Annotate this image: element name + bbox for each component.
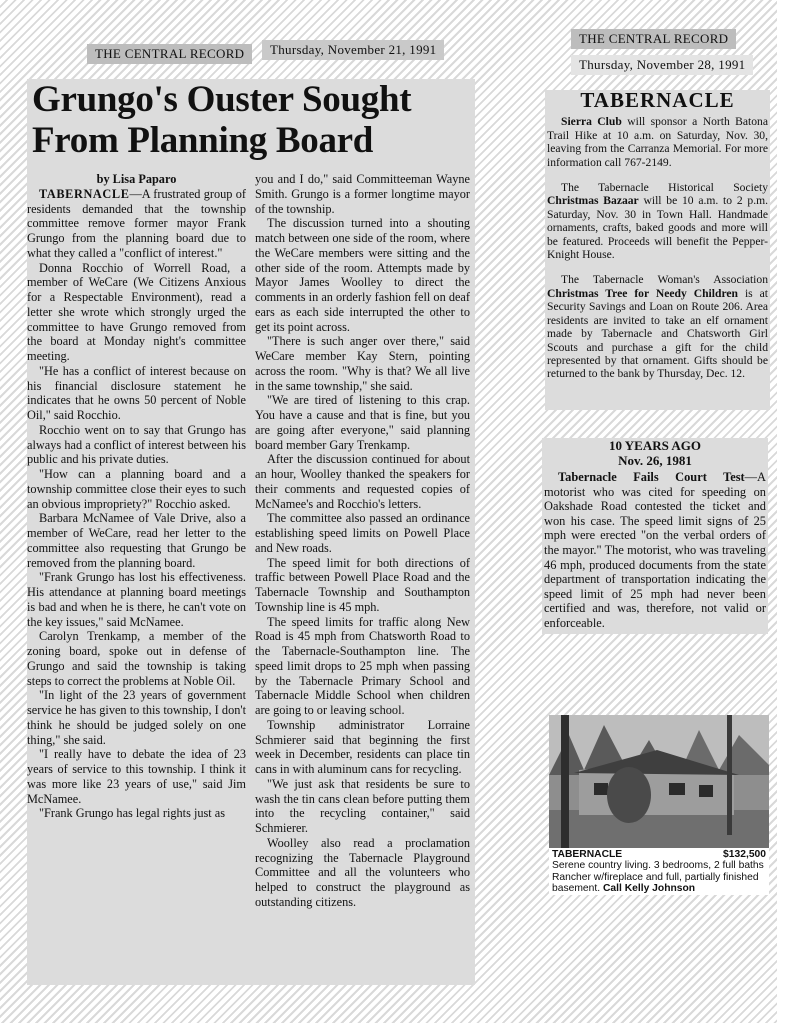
christmas-tree-notice: The Tabernacle Woman's Association Christmas Tree for Needy Children is at Security Savings and Loan on Route 206. Area residents are invited to take an elf ornament made by Tabernacle and Chatsworth Girl Scouts and purchase a gift for the child represented by that ornament. Gifts should be returned to the bank by Thursday, Dec. 12.	[547, 273, 768, 381]
left-masthead-paper: THE CENTRAL RECORD	[87, 44, 252, 64]
article-lead: TABERNACLE—A frustrated group of residents demanded that the township committee remove former mayor Frank Grungo from the planning board due to what they called a "conflict of interest."	[27, 186, 246, 260]
sierra-club-notice: Sierra Club will sponsor a North Batona Trail Hike at 10 a.m. on Saturday, Nov. 30, leaving from the Carranza Memorial. For more information call 767-2149.	[547, 115, 768, 169]
article-paragraph: The committee also passed an ordinance establishing speed limits on Powell Place and New roads.	[255, 511, 470, 555]
tabernacle-heading: TABERNACLE	[580, 88, 735, 112]
article-paragraph: After the discussion continued for about an hour, Woolley thanked the speakers for their comments and requested copies of McNamee's and Rocchio's letters.	[255, 452, 470, 511]
ad-header	[552, 849, 766, 860]
ad-contact: Call Kelly Johnson	[602, 883, 696, 895]
article-headline: Grungo's Ouster Sought From Planning Board	[32, 79, 412, 161]
ad-price: $132,500	[723, 849, 766, 860]
page-edge	[777, 0, 805, 1023]
article-clipping	[27, 79, 475, 985]
house-photo	[549, 715, 769, 848]
article-paragraph: Woolley also read a proclamation recognizing the Tabernacle Playground Committee and all the volunteers who helped to construct the playground as outstanding citizens.	[255, 835, 470, 909]
article-paragraph: Rocchio went on to say that Grungo has always had a conflict of interest between his public and his private duties.	[27, 422, 246, 467]
article-paragraph: "Frank Grungo has legal rights just as	[39, 806, 226, 821]
article-dateline: TABERNACLE	[39, 186, 130, 201]
ten-years-story-title: Tabernacle Fails Court Test	[558, 470, 745, 484]
real-estate-ad	[549, 715, 769, 895]
article-paragraph: "We just ask that residents be sure to wash the tin cans clean before putting them into the recycling container," said Schmierer.	[255, 776, 470, 835]
article-paragraph: "We are tired of listening to this crap. You have a cause and that is fine, but you are going after everyone," said planning board member Gary Trenkamp.	[255, 393, 470, 452]
article-paragraph: "In light of the 23 years of government service he has given to this township, I don't think he should be judged solely on one thing," she said.	[27, 688, 246, 747]
ten-years-story: Tabernacle Fails Court Test—A motorist who was cited for speeding on Oakshade Road contested the ticket and won his case. The speed limit signs of 25 mph were erected "on the verbal orders of the mayor." The motorist, who was traveling 46 mph, produced documents from the state department of transportation indicating the speed limit of 25 mph had never been certified and was, therefore, not valid or enforceable.	[544, 470, 766, 630]
article-paragraph: The speed limit for both directions of traffic between Powell Place Road and the Tabernacle Township and Southampton Township line is 45 mph.	[255, 555, 470, 614]
ten-years-ago-clipping	[542, 438, 768, 634]
article-paragraph: "There is such anger over there," said WeCare member Kay Stern, pointing across the room. "Why is that? We all live in the same township," she said.	[255, 334, 470, 393]
article-paragraph: "Frank Grungo has lost his effectiveness. His attendance at planning board meetings is bad and when he is there, he can't vote on the key issues," said McNamee.	[27, 570, 246, 629]
article-column-1	[27, 172, 246, 821]
article-paragraph: Carolyn Trenkamp, a member of the zoning board, spoke out in defense of Grungo and said the township is taking steps to correct the problems at Noble Oil.	[27, 629, 246, 688]
ad-description: Serene country living. 3 bedrooms, 2 full baths Rancher w/fireplace and full, partially finished basement.	[552, 860, 764, 895]
article-paragraph: The discussion turned into a shouting match between one side of the room, where the WeCare members were sitting and the other side of the room. Attempts made by Mayor James Woolley to direct the comments in an orderly fashion fell on deaf ears as each side interrupted the other to get its point across.	[255, 216, 470, 334]
article-paragraph: "I really have to debate the idea of 23 years of service to this township. I think it was more like 23 years of use," said Jim McNamee.	[27, 747, 246, 806]
ten-years-heading: 10 YEARS AGO	[609, 438, 701, 453]
article-paragraph: The speed limits for traffic along New Road is 45 mph from Chatsworth Road to the Tabernacle-Southampton line. The speed limit drops to 25 mph when passing by the Tabernacle Primary School and Tabernacle Middle School when children are going to or leaving school.	[255, 614, 470, 717]
article-column-2	[255, 172, 470, 910]
left-masthead-date: Thursday, November 21, 1991	[262, 40, 444, 60]
article-paragraph: Township administrator Lorraine Schmierer said that beginning the first week in December, residents can place tin cans in with aluminum cans for recycling.	[255, 717, 470, 776]
article-paragraph: you and I do," said Committeeman Wayne Smith. Grungo is a former longtime mayor of the township.	[255, 172, 470, 216]
ad-text-block	[552, 849, 766, 895]
christmas-bazaar-notice: The Tabernacle Historical Society Christmas Bazaar will be 10 a.m. to 2 p.m. Saturday, Nov. 30 in Town Hall. Handmade ornaments, crafts, baked goods and more will be featured. Proceeds will benefit the Pepper-Knight House.	[547, 181, 769, 262]
article-paragraph: Donna Rocchio of Worrell Road, a member of WeCare (We Citizens Anxious for a Respectable Environment), read a letter she wrote which strongly urged the committee to have Grungo removed from the board at Monday night's committee meeting.	[27, 260, 246, 363]
article-paragraph: "How can a planning board and a township committee close their eyes to such an obvious impropriety?" Rocchio asked.	[27, 467, 246, 511]
ad-town: TABERNACLE	[552, 849, 623, 860]
article-byline: by Lisa Paparo	[96, 172, 177, 186]
tabernacle-notices-clipping	[545, 90, 770, 410]
right-masthead-date: Thursday, November 28, 1991	[571, 55, 753, 75]
article-paragraph: "He has a conflict of interest because on his financial disclosure statement he indicates that he owns 50 percent of Noble Oil," said Rocchio.	[27, 363, 246, 422]
ten-years-date: Nov. 26, 1981	[618, 453, 692, 468]
right-masthead-paper: THE CENTRAL RECORD	[571, 29, 736, 49]
article-paragraph: Barbara McNamee of Vale Drive, also a member of WeCare, read her letter to the committee also requesting that Grungo be removed from the planning board.	[27, 511, 246, 570]
